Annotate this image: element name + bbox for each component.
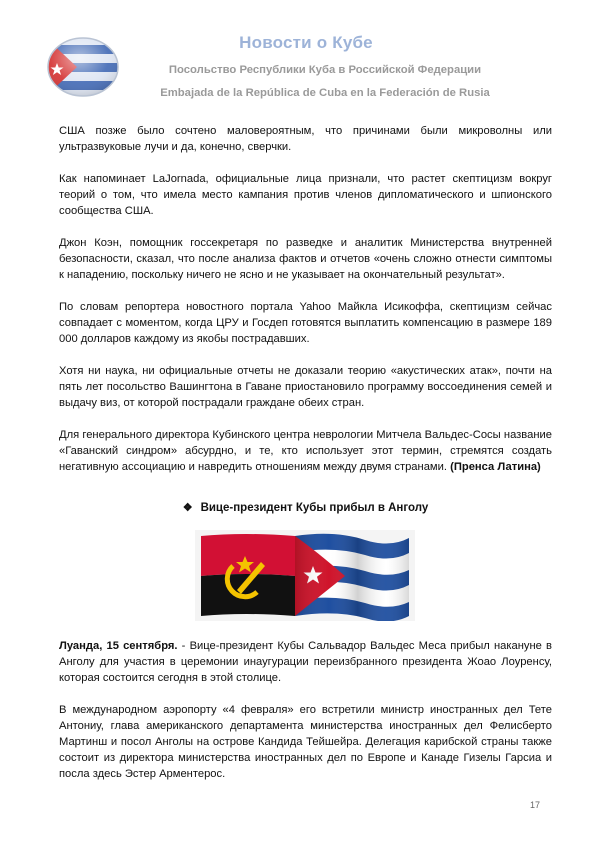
diamond-bullet-icon: ❖ [182, 502, 193, 514]
paragraph: Хотя ни наука, ни официальные отчеты не доказали теорию «акустических атак», почти на пять лет посольство Вашингтона в Гаване приостановило программу воссоединения семей и выдачу виз, от которой пострадали граждане обеих стран. [59, 365, 552, 409]
paragraph: Джон Коэн, помощник госсекретаря по разведке и аналитик Министерства внутренней безопасности, сказал, что после анализа фактов и отчетов «очень сложно отнести симптомы к нападению, поскольку ничего не ясно и не указывает на окончательный результат». [59, 237, 552, 281]
paragraph [59, 638, 552, 686]
paragraph [59, 427, 552, 475]
angola-flag-icon [201, 534, 295, 616]
source-credit: (Пренса Латина) [450, 461, 541, 473]
page-number: 17 [530, 800, 541, 810]
dateline: Луанда, 15 сентября. [59, 640, 178, 652]
header-subtitle-ru: Посольство Республики Куба в Российской Федерации [168, 64, 482, 76]
angola-cuba-flags-image [195, 530, 415, 621]
paragraph: Как напоминает LaJornada, официальные лица признали, что растет скептицизм вокруг теорий о том, что имела место кампания против членов дипломатического и шпионского сообщества США. [59, 173, 552, 217]
paragraph: В международном аэропорту «4 февраля» его встретили министр иностранных дел Тете Антониу, глава американского департамента министерства иностранных дел Фелисберто Мартинш и посол Анголы на острове Кандида Тейшейра. Делегация карибской страны также состоит из директора министерства иностранных дел по Европе и Канаде Гизелы Гарсиа и посла здесь Эстер Арментерос. [59, 704, 552, 780]
article-continuation [59, 123, 552, 475]
page-header [0, 0, 592, 110]
article-heading-text: Вице-президент Кубы прибыл в Анголу [200, 502, 429, 514]
paragraph: США позже было сочтено маловероятным, что причинами были микроволны или ультразвуковые лучи и да, конечно, сверчки. [59, 125, 552, 153]
paragraph: По словам репортера новостного портала Yahoo Майкла Исикоффа, скептицизм сейчас совпадает с моментом, когда ЦРУ и Госдеп готовятся выплатить компенсацию в размере 189 000 долларов каждому из якобы пострадавших. [59, 301, 552, 345]
article-body [59, 638, 552, 798]
article-heading [59, 501, 552, 514]
header-subtitle-es: Embajada de la República de Cuba en la Federación de Rusia [160, 87, 490, 99]
paragraph-text: Для генерального директора Кубинского центра неврологии Митчела Вальдес-Сосы название «Гаванский синдром» абсурдно, и те, кто использует этот термин, стремятся создать негативную ассоциацию и навредить отношениям между двумя странами. [59, 429, 552, 473]
site-title: Новости о Кубе [239, 33, 373, 52]
cuba-flag-icon [295, 534, 409, 621]
paragraph-text: - Вице-президент Кубы Сальвадор Вальдес Меса прибыл накануне в Анголу для участия в церемонии инаугурации переизбранного президента Жоао Лоуренсу, которая состоится сегодня в этой столице. [59, 640, 552, 684]
